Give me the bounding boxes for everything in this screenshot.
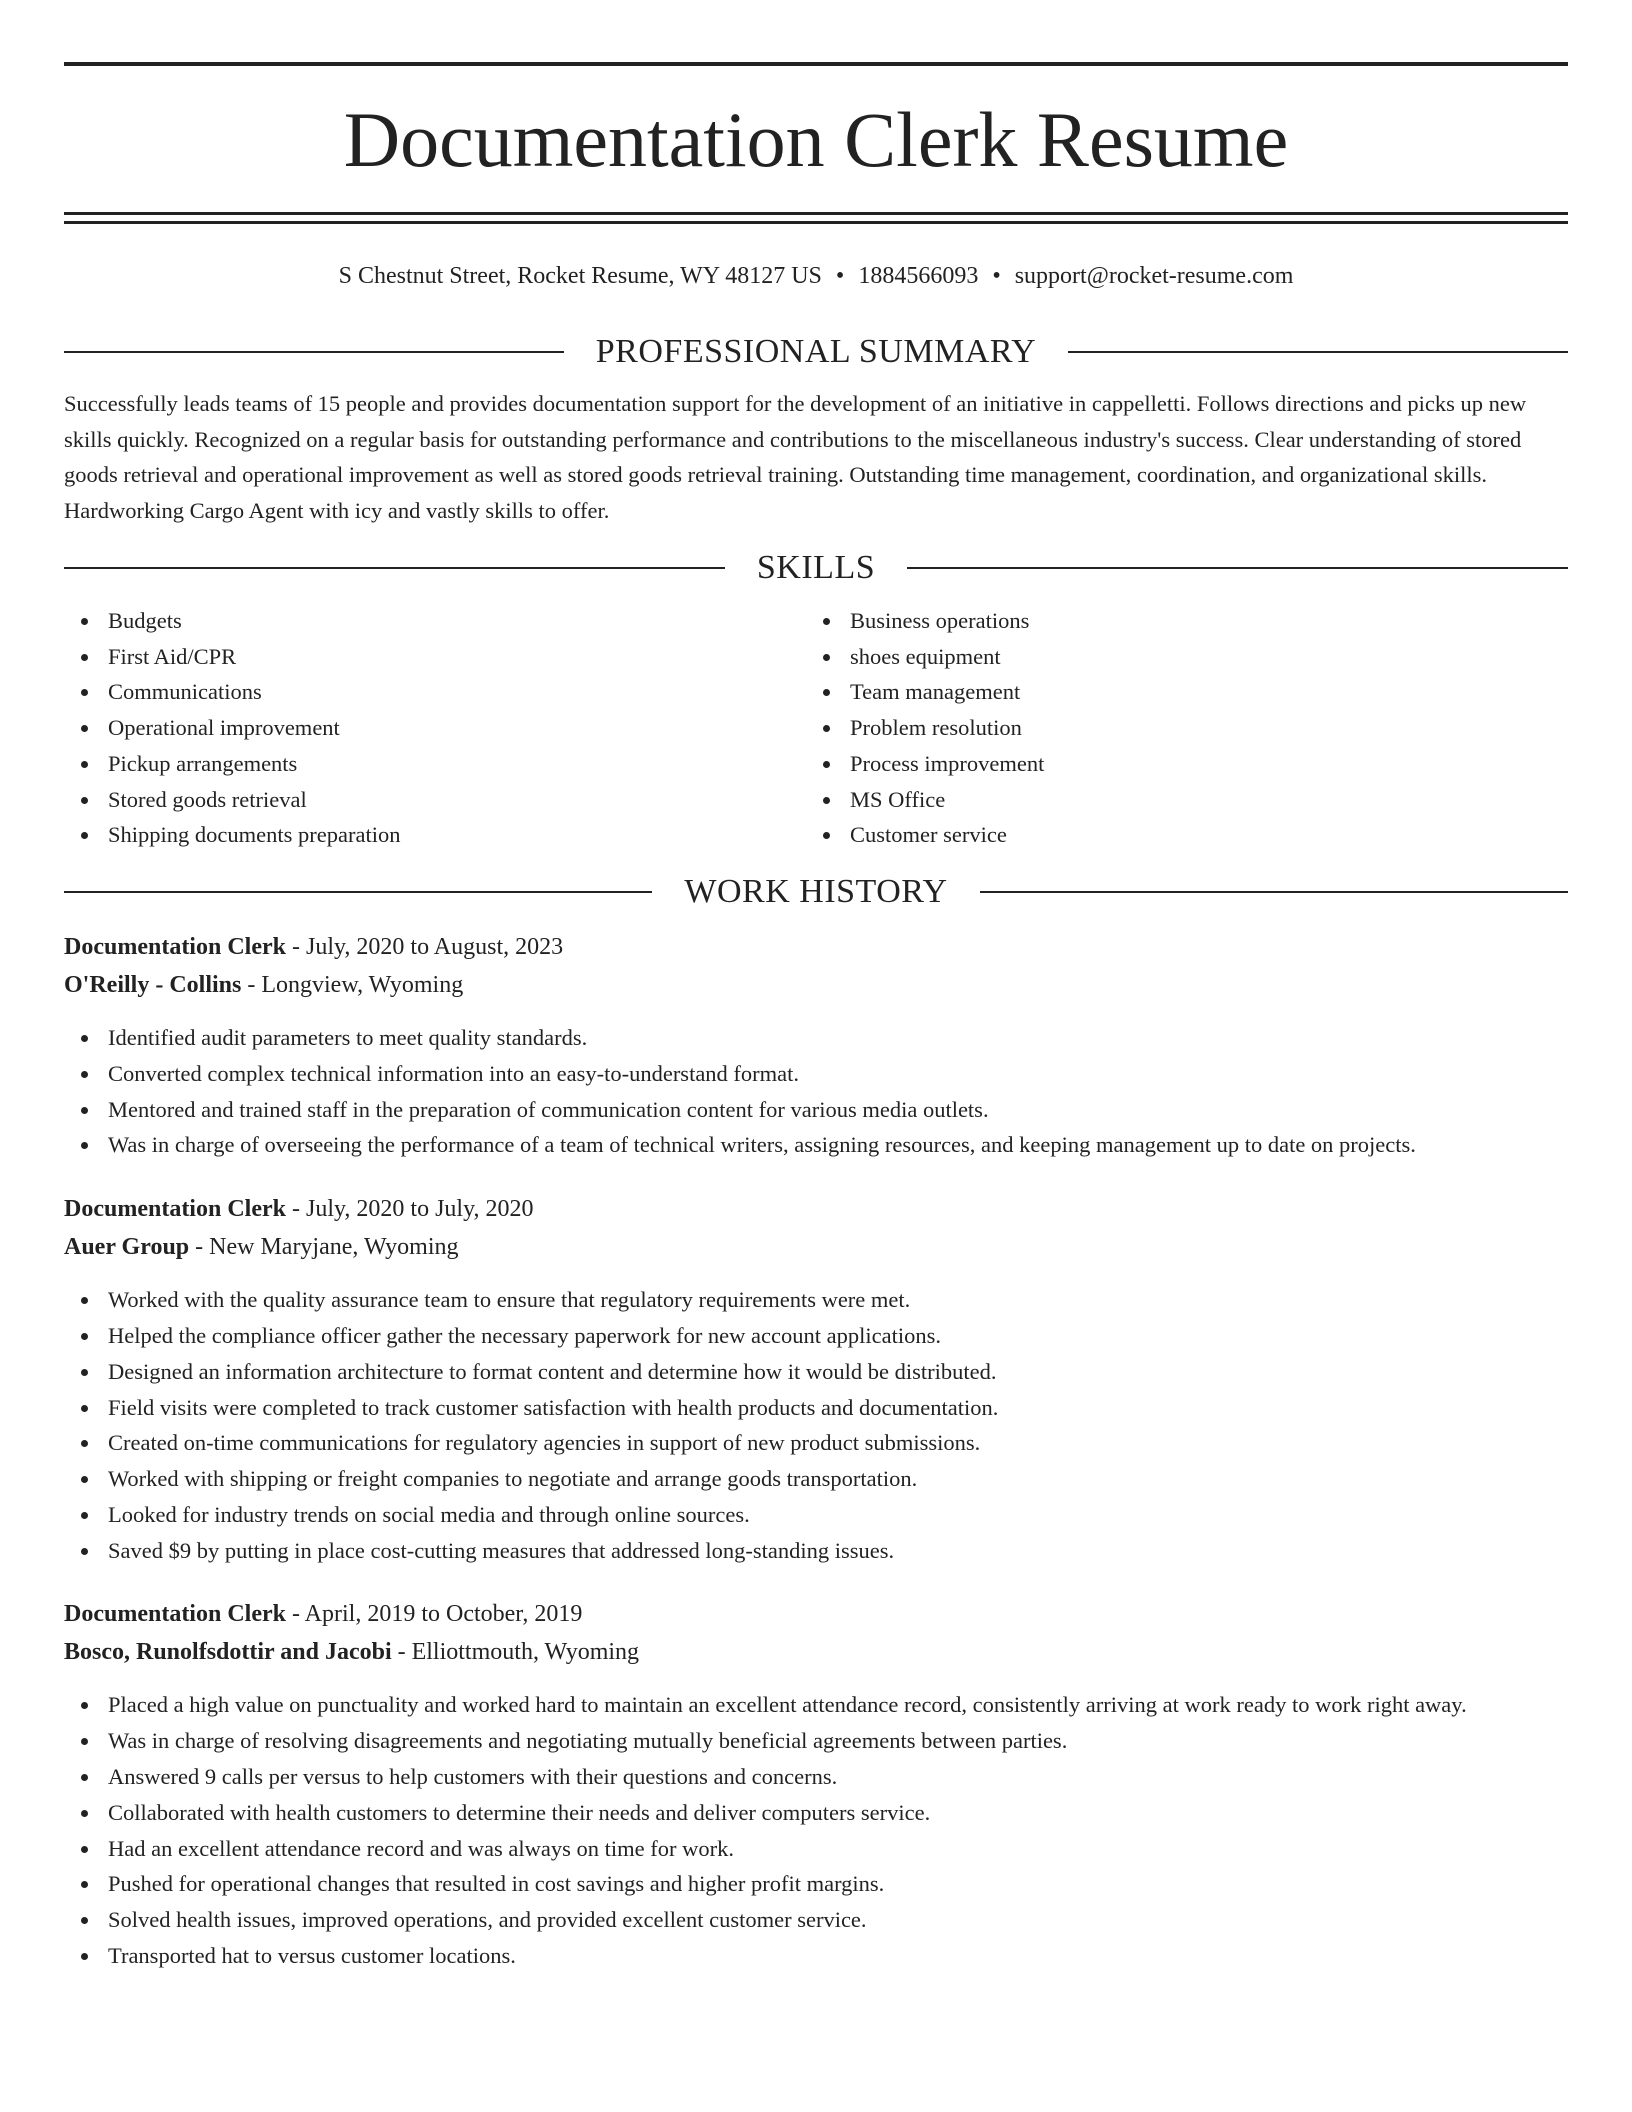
heading-rule-left: [64, 567, 725, 569]
job-bullet: Transported hat to versus customer locations.: [64, 1938, 1568, 1974]
job-bullet: Worked with the quality assurance team to ensure that regulatory requirements were met.: [64, 1282, 1568, 1318]
contact-phone: 1884566093: [858, 263, 979, 289]
skill-item: Shipping documents preparation: [64, 817, 806, 853]
skill-item: shoes equipment: [806, 639, 1548, 675]
work-heading-label: WORK HISTORY: [684, 872, 948, 910]
job-bullets: [64, 1687, 1568, 1973]
job-bullet: Field visits were completed to track customer satisfaction with health products and documentation.: [64, 1390, 1568, 1426]
heading-rule-right: [1068, 351, 1568, 353]
job-bullet: Was in charge of overseeing the performance of a team of technical writers, assigning resources, and keeping management up to date on projects.: [64, 1127, 1568, 1163]
job-bullet: Created on-time communications for regulatory agencies in support of new product submissions.: [64, 1425, 1568, 1461]
work-heading: [64, 872, 1568, 912]
work-history-list: [64, 928, 1568, 1974]
contact-separator: •: [992, 263, 1001, 289]
heading-rule-right: [980, 891, 1568, 893]
job-company-line: [64, 1633, 1568, 1671]
contact-email: support@rocket-resume.com: [1014, 263, 1294, 289]
skill-item: Stored goods retrieval: [64, 782, 806, 818]
job-bullets: [64, 1020, 1568, 1163]
skills-column-left: [64, 603, 806, 853]
skill-item: Process improvement: [806, 746, 1548, 782]
contact-line: [64, 261, 1568, 291]
job-bullet: Looked for industry trends on social media and through online sources.: [64, 1497, 1568, 1533]
job-bullet: Solved health issues, improved operations, and provided excellent customer service.: [64, 1902, 1568, 1938]
skill-item: Customer service: [806, 817, 1548, 853]
page-title: Documentation Clerk Resume: [343, 96, 1289, 183]
job-location: - New Maryjane, Wyoming: [189, 1234, 459, 1261]
summary-heading-label: PROFESSIONAL SUMMARY: [595, 333, 1037, 370]
job-company-line: [64, 966, 1568, 1004]
skills-list: [64, 603, 1568, 853]
job-title: Documentation Clerk: [64, 1601, 286, 1628]
skill-item: Team management: [806, 674, 1548, 710]
skill-item: Pickup arrangements: [64, 746, 806, 782]
job-bullet: Was in charge of resolving disagreements and negotiating mutually beneficial agreements between parties.: [64, 1723, 1568, 1759]
job-bullet: Worked with shipping or freight companies to negotiate and arrange goods transportation.: [64, 1461, 1568, 1497]
skill-item: Communications: [64, 674, 806, 710]
job-company: Auer Group: [64, 1234, 190, 1261]
job-entry: [64, 1595, 1568, 1973]
resume-page: [64, 0, 1568, 1974]
skills-column-right: [806, 603, 1548, 853]
title-double-rule: [64, 212, 1568, 224]
job-bullet: Identified audit parameters to meet quality standards.: [64, 1020, 1568, 1056]
job-title-line: [64, 1190, 1568, 1228]
job-bullet: Saved $9 by putting in place cost-cutting measures that addressed long-standing issues.: [64, 1533, 1568, 1569]
job-bullet: Answered 9 calls per versus to help customers with their questions and concerns.: [64, 1759, 1568, 1795]
job-bullet: Converted complex technical information into an easy-to-understand format.: [64, 1056, 1568, 1092]
job-company: O'Reilly - Collins: [64, 971, 242, 998]
job-entry: [64, 1190, 1568, 1568]
job-bullet: Placed a high value on punctuality and worked hard to maintain an excellent attendance record, consistently arriving at work ready to work right away.: [64, 1687, 1568, 1723]
contact-address: S Chestnut Street, Rocket Resume, WY 48127 US: [338, 263, 822, 289]
job-location: - Longview, Wyoming: [241, 971, 464, 998]
job-dates: - July, 2020 to August, 2023: [285, 933, 564, 960]
job-entry: [64, 928, 1568, 1163]
job-location: - Elliottmouth, Wyoming: [391, 1639, 640, 1666]
heading-rule-left: [64, 891, 652, 893]
job-company-line: [64, 1228, 1568, 1266]
job-title-line: [64, 928, 1568, 966]
summary-text: Successfully leads teams of 15 people and provides documentation support for the development of an initiative in cappelletti. Follows directions and picks up new skills quickly. Recognized on a regular basis for outstanding performance and contributions to the miscellaneous industry's success. Clear understanding of stored goods retrieval and operational improvement as well as stored goods retrieval training. Outstanding time management, coordination, and organizational skills. Hardworking Cargo Agent with icy and vastly skills to offer.: [64, 391, 1527, 523]
job-bullets: [64, 1282, 1568, 1568]
skill-item: Business operations: [806, 603, 1548, 639]
heading-rule-left: [64, 351, 564, 353]
skill-item: Budgets: [64, 603, 806, 639]
skill-item: First Aid/CPR: [64, 639, 806, 675]
skills-heading: [64, 548, 1568, 588]
contact-separator: •: [835, 263, 845, 289]
job-dates: - July, 2020 to July, 2020: [285, 1196, 534, 1223]
job-bullet: Pushed for operational changes that resulted in cost savings and higher profit margins.: [64, 1866, 1568, 1902]
skill-item: Problem resolution: [806, 710, 1548, 746]
skill-item: Operational improvement: [64, 710, 806, 746]
job-title: Documentation Clerk: [64, 933, 286, 960]
job-bullet: Collaborated with health customers to determine their needs and deliver computers service.: [64, 1795, 1568, 1831]
job-title: Documentation Clerk: [64, 1196, 286, 1223]
skills-heading-label: SKILLS: [756, 549, 876, 586]
heading-rule-right: [907, 567, 1568, 569]
job-dates: - April, 2019 to October, 2019: [285, 1601, 583, 1628]
summary-heading: [64, 332, 1568, 372]
job-company: Bosco, Runolfsdottir and Jacobi: [64, 1639, 392, 1666]
job-bullet: Helped the compliance officer gather the necessary paperwork for new account applications.: [64, 1318, 1568, 1354]
job-title-line: [64, 1595, 1568, 1633]
job-bullet: Mentored and trained staff in the preparation of communication content for various media outlets.: [64, 1092, 1568, 1128]
job-bullet: Designed an information architecture to format content and determine how it would be distributed.: [64, 1354, 1568, 1390]
skill-item: MS Office: [806, 782, 1548, 818]
job-bullet: Had an excellent attendance record and was always on time for work.: [64, 1831, 1568, 1867]
top-rule: [64, 62, 1568, 66]
